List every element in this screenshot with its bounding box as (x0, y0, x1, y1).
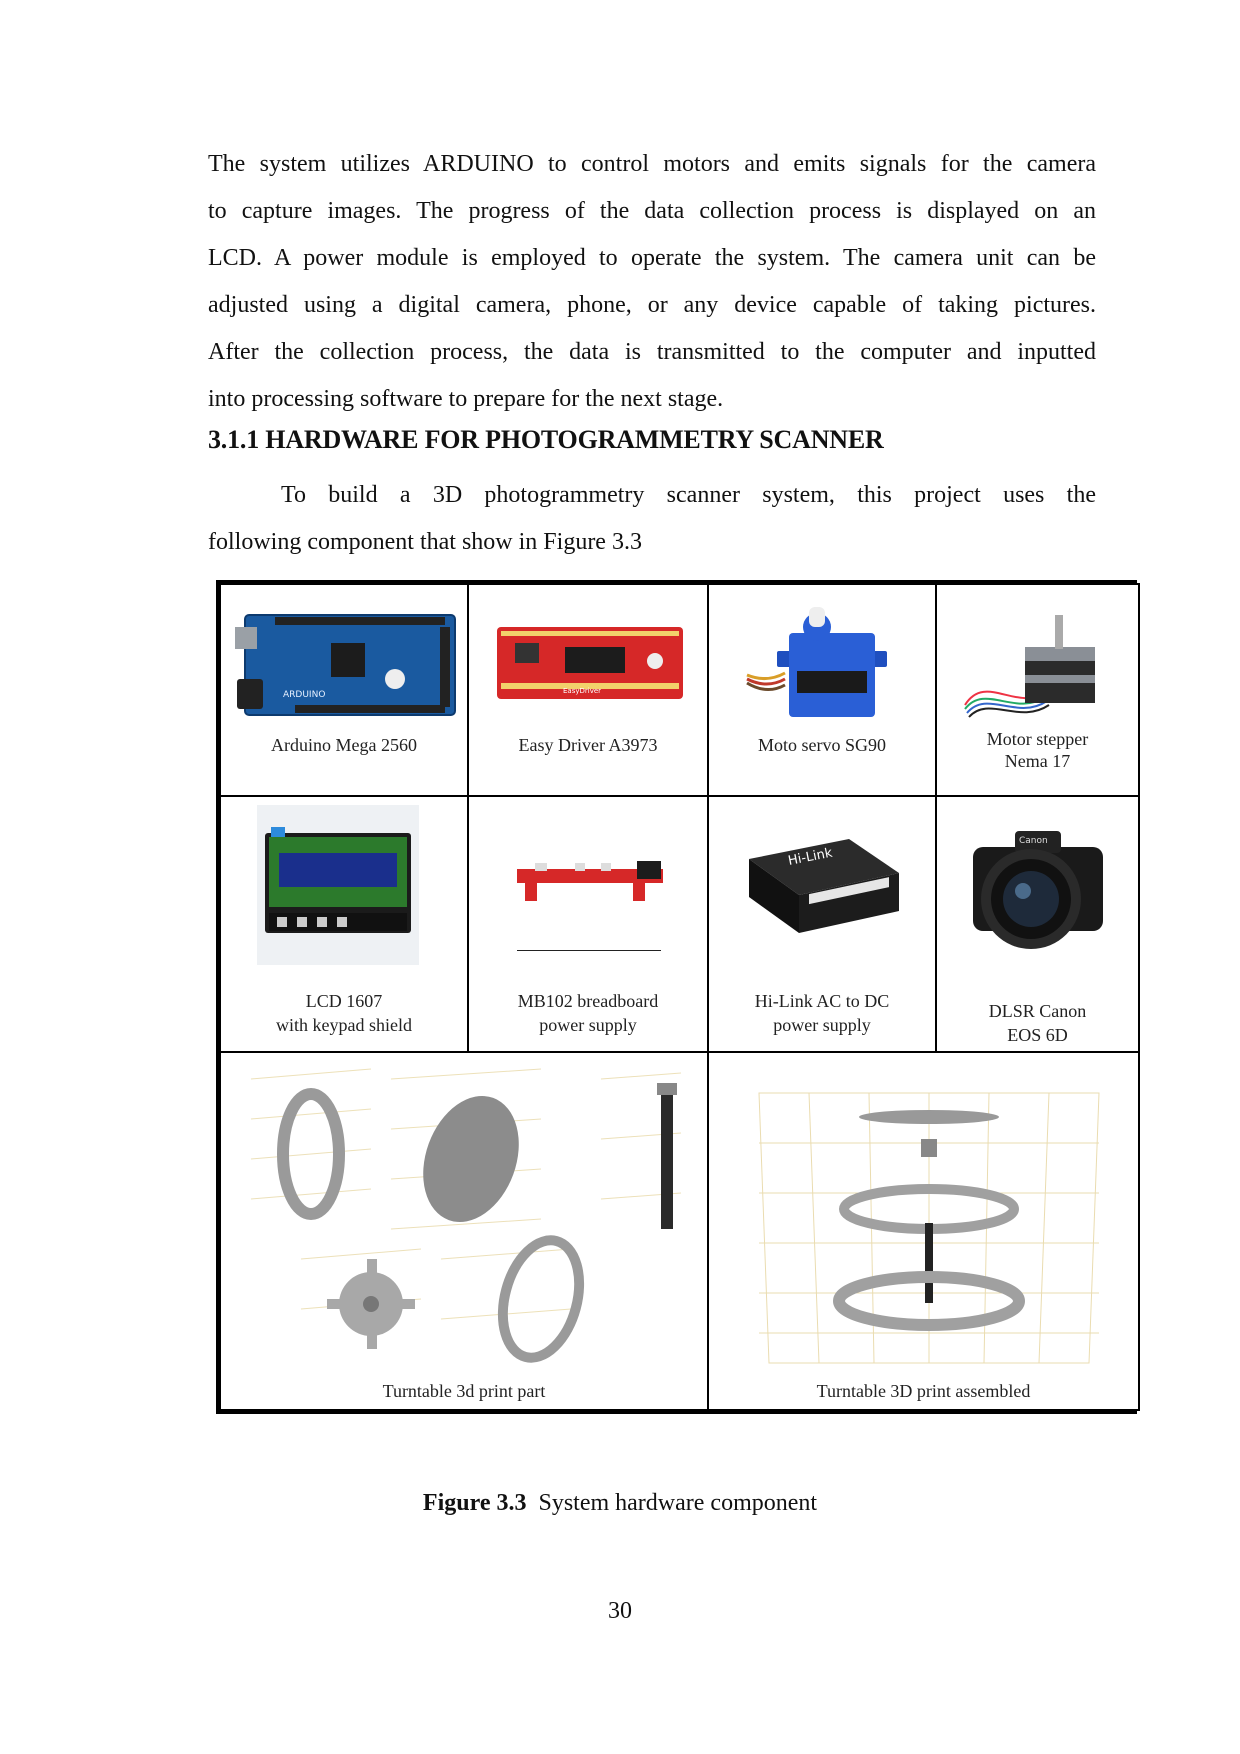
component-label: Moto servo SG90 (757, 735, 886, 755)
arduino-board-image (235, 607, 463, 722)
component-label: Easy Driver A3973 (518, 735, 658, 755)
section-heading: 3.1.1 HARDWARE FOR PHOTOGRAMMETRY SCANNER (208, 425, 884, 454)
text-line: The system utilizes ARDUINO to control motors and emits signals for the camera (208, 151, 1096, 177)
easydriver-board-image (495, 623, 685, 703)
cell-arduino (219, 583, 469, 797)
text-line: After the collection process, the data is transmitted to the computer and inputted (208, 339, 1096, 365)
text-line: To build a 3D photogrammetry scanner system, this project uses the (281, 482, 1096, 508)
turntable-assembled-render (749, 1083, 1109, 1373)
component-label: Turntable 3d print part (382, 1381, 546, 1401)
cell-turntable-assembled (707, 1051, 1140, 1411)
component-label: MB102 breadboard (517, 991, 659, 1011)
component-label: DLSR Canon (988, 1001, 1087, 1021)
cell-servo (707, 583, 937, 797)
cell-hilink (707, 795, 937, 1053)
text-line: adjusted using a digital camera, phone, or any device capable of taking pictures. (208, 292, 1096, 318)
component-label: Motor stepper (986, 729, 1089, 749)
svg-text:Canon: Canon (1019, 836, 1048, 846)
component-label: with keypad shield (276, 1015, 412, 1035)
text-line: to capture images. The progress of the data collection process is displayed on an (208, 198, 1096, 224)
cell-easydriver (467, 583, 709, 797)
component-label: EOS 6D (1007, 1025, 1068, 1045)
camera-image (959, 819, 1119, 959)
lcd-shield-image (257, 805, 419, 965)
divider-line (517, 950, 661, 951)
page-number: 30 (608, 1598, 632, 1624)
text-line: following component that show in Figure 3.3 (208, 529, 642, 555)
section-paragraph (208, 472, 1096, 566)
component-label: Turntable 3D print assembled (816, 1381, 1031, 1401)
turntable-parts-render (241, 1059, 691, 1369)
cell-lcd (219, 795, 469, 1053)
component-label: Arduino Mega 2560 (271, 735, 417, 755)
hilink-module-image (739, 829, 909, 949)
mb102-power-module-image (515, 857, 665, 907)
text-line: into processing software to prepare for the next stage. (208, 386, 724, 412)
intro-paragraph (208, 141, 1096, 423)
component-label: power supply (773, 1015, 871, 1035)
stepper-motor-image (955, 613, 1125, 723)
cell-turntable-parts (219, 1051, 709, 1411)
servo-motor-image (737, 603, 907, 728)
figure-caption (0, 1490, 1240, 1517)
component-label: Nema 17 (1004, 751, 1071, 771)
svg-text:ARDUINO: ARDUINO (283, 690, 326, 700)
component-label: power supply (539, 1015, 637, 1035)
text-line: LCD. A power module is employed to operate the system. The camera unit can be (208, 245, 1096, 271)
cell-mb102 (467, 795, 709, 1053)
hardware-figure (216, 580, 1137, 1414)
cell-camera (935, 795, 1140, 1053)
svg-text:EasyDriver: EasyDriver (563, 687, 602, 695)
figure-label: Figure 3.3 (422, 1490, 527, 1516)
cell-stepper (935, 583, 1140, 797)
svg-text:Hi-Link: Hi-Link (786, 845, 834, 869)
component-label: LCD 1607 (305, 991, 383, 1011)
component-label: Hi-Link AC to DC (754, 991, 890, 1011)
figure-caption-text: System hardware component (538, 1490, 818, 1516)
